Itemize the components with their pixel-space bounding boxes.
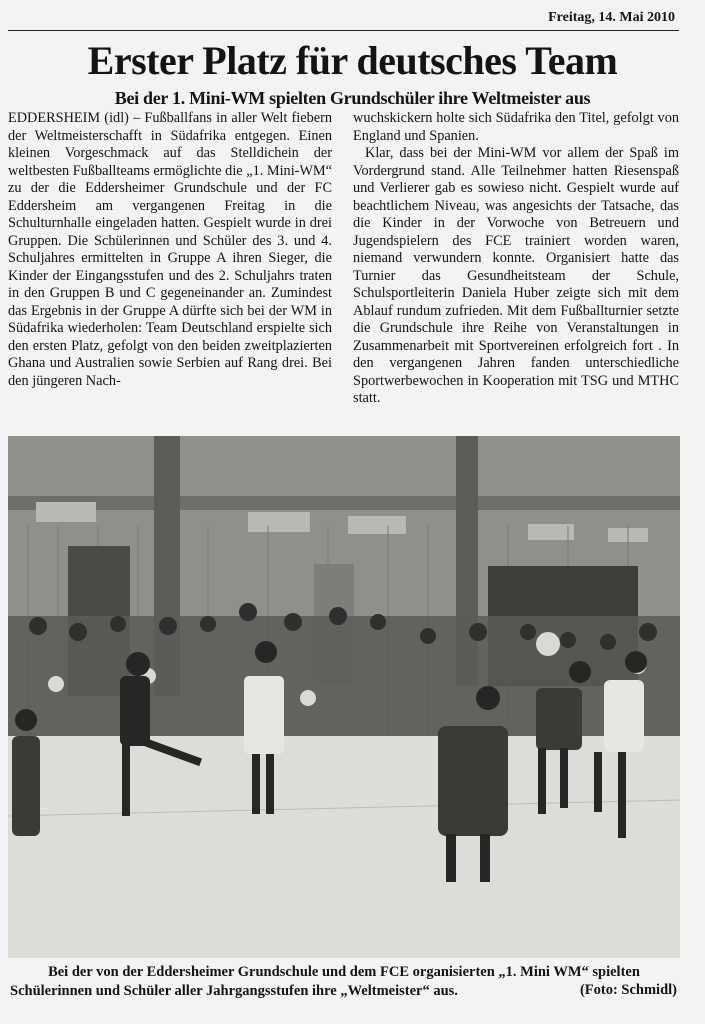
article-column-1 <box>8 110 332 390</box>
article-column-2 <box>353 110 679 408</box>
paragraph: wuchskickern holte sich Südafrika den Titel, gefolgt von England und Spanien. <box>353 110 679 144</box>
paragraph: EDDERSHEIM (idl) – Fußballfans in aller Welt fiebern der Weltmeisterschafft in Südafrika entgegen. Einen kleinen Vorgeschmack auf das Stelldichein der weltbesten Fußballteams ermöglichte die „1. Mini-WM“ zu der die Eddersheimer Grundschule und der FC Eddersheim am vergangenen Freitag in die Schulturnhalle eingeladen hatten. Gespielt wurde in drei Gruppen. Die Schülerinnen und Schüler des 3. und 4. Schuljahres ermittelten in Gruppe A ihren Sieger, die Kinder der Eingangsstufen und des 2. Schuljahrs traten in den Gruppen B und C gegeneinander an. Zumindest das Ergebnis in der Gruppe A dürfte sich bei der WM in Südafrika wiederholen: Team Deutschland erspielte sich den ersten Platz, gefolgt von den beiden zweitplazierten Ghana und Australien sowie Serbien auf Rang drei. Bei den jüngeren Nach- <box>8 110 332 389</box>
date-line: Freitag, 14. Mai 2010 <box>548 10 675 25</box>
headline: Erster Platz für deutsches Team <box>87 38 618 83</box>
header-rule <box>8 30 679 31</box>
caption-line-1: Bei der von der Eddersheimer Grundschule und dem FCE organisierten „1. Mini WM“ spielten <box>48 964 640 980</box>
gym-scene-image <box>8 436 680 958</box>
photo-credit: (Foto: Schmidl) <box>579 982 677 998</box>
subheadline: Bei der 1. Mini-WM spielten Grundschüler ihre Weltmeister aus <box>114 88 591 108</box>
news-photo <box>8 436 680 958</box>
paragraph: Klar, dass bei der Mini-WM vor allem der Spaß im Vordergrund stand. Alle Teilnehmer hatten Riesenspaß und Verlierer gab es sowieso nicht. Gespielt wurde auf beachtlichem Niveau, was angesichts der Tatsache, das die Kinder in der Vorwoche von Betreuern und Jugendspielern des FCE trainiert worden waren, niemand verwundern konnte. Organisiert hatte das Turnier das Gesundheitsteam der Schule, Schulsportleiterin Daniela Huber zeigte sich mit dem Ablauf rundum zufrieden. Mit dem Fußballturnier setzte die Grundschule ihre Reihe von Veranstaltungen in Zusammenarbeit mit Sportvereinen erfolgreich fort . In den vergangenen Jahren fanden unterschiedliche Sportwerbewochen in Kooperation mit TSG und MTHC statt. <box>353 145 679 406</box>
caption-line-2: Schülerinnen und Schüler aller Jahrgangsstufen ihre „Weltmeister“ aus. <box>10 983 458 999</box>
